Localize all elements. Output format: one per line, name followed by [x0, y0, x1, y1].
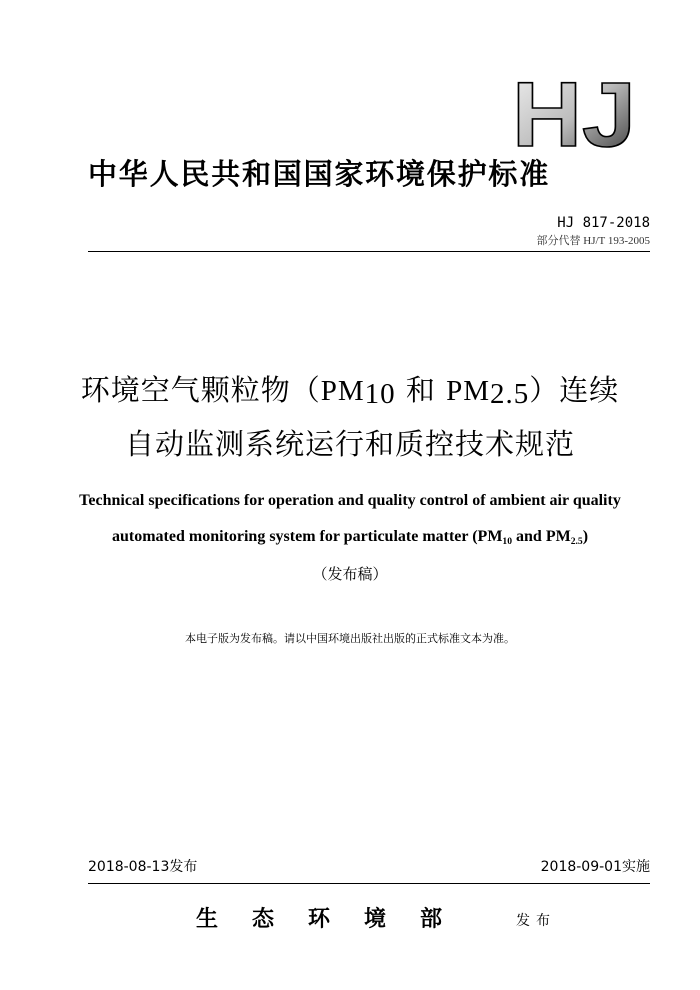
en-title-sub25: 2.5 — [570, 536, 583, 547]
cn-title-and: 和 — [395, 373, 447, 407]
en-title-line1: Technical specifications for operation and quality control of ambient air quality — [79, 492, 621, 509]
cn-title-pm: PM — [320, 375, 365, 407]
bottom-rule — [88, 883, 650, 884]
standard-number: HJ 817-2018 — [557, 215, 650, 231]
issuer-org: 生态环境部 — [196, 907, 477, 932]
cn-title-prefix: 环境空气颗粒物（ — [80, 373, 321, 407]
issuer-action: 发布 — [516, 913, 556, 929]
cn-title-line2: 自动监测系统运行和质控技术规范 — [124, 427, 575, 461]
cn-title-sub25: 2.5 — [490, 378, 530, 410]
issue-date: 2018-08-13发布 — [88, 859, 198, 875]
org-title: 中华人民共和国国家环境保护标准 — [88, 157, 551, 191]
cn-title-suffix: ）连续 — [529, 373, 620, 407]
en-title-line2 — [0, 527, 700, 547]
cn-title-line1 — [0, 371, 700, 410]
top-rule — [88, 251, 650, 252]
draft-label: （发布稿） — [312, 565, 388, 583]
hj-logo — [512, 78, 636, 150]
en-title-suffix: ) — [582, 528, 589, 545]
en-title-sub10: 10 — [502, 536, 513, 547]
logo-text: HJ — [512, 78, 636, 150]
en-title-prefix: automated monitoring system for particulate matter (PM — [111, 528, 503, 545]
en-title-and: and PM — [512, 528, 571, 545]
implementation-date: 2018-09-01实施 — [540, 859, 650, 875]
edition-notice: 本电子版为发布稿。请以中国环境出版社出版的正式标准文本为准。 — [185, 632, 515, 645]
cn-title-sub10: 10 — [364, 378, 396, 410]
cn-title-pm2: PM — [446, 375, 491, 407]
replaces-note: 部分代替 HJ/T 193-2005 — [536, 235, 650, 247]
